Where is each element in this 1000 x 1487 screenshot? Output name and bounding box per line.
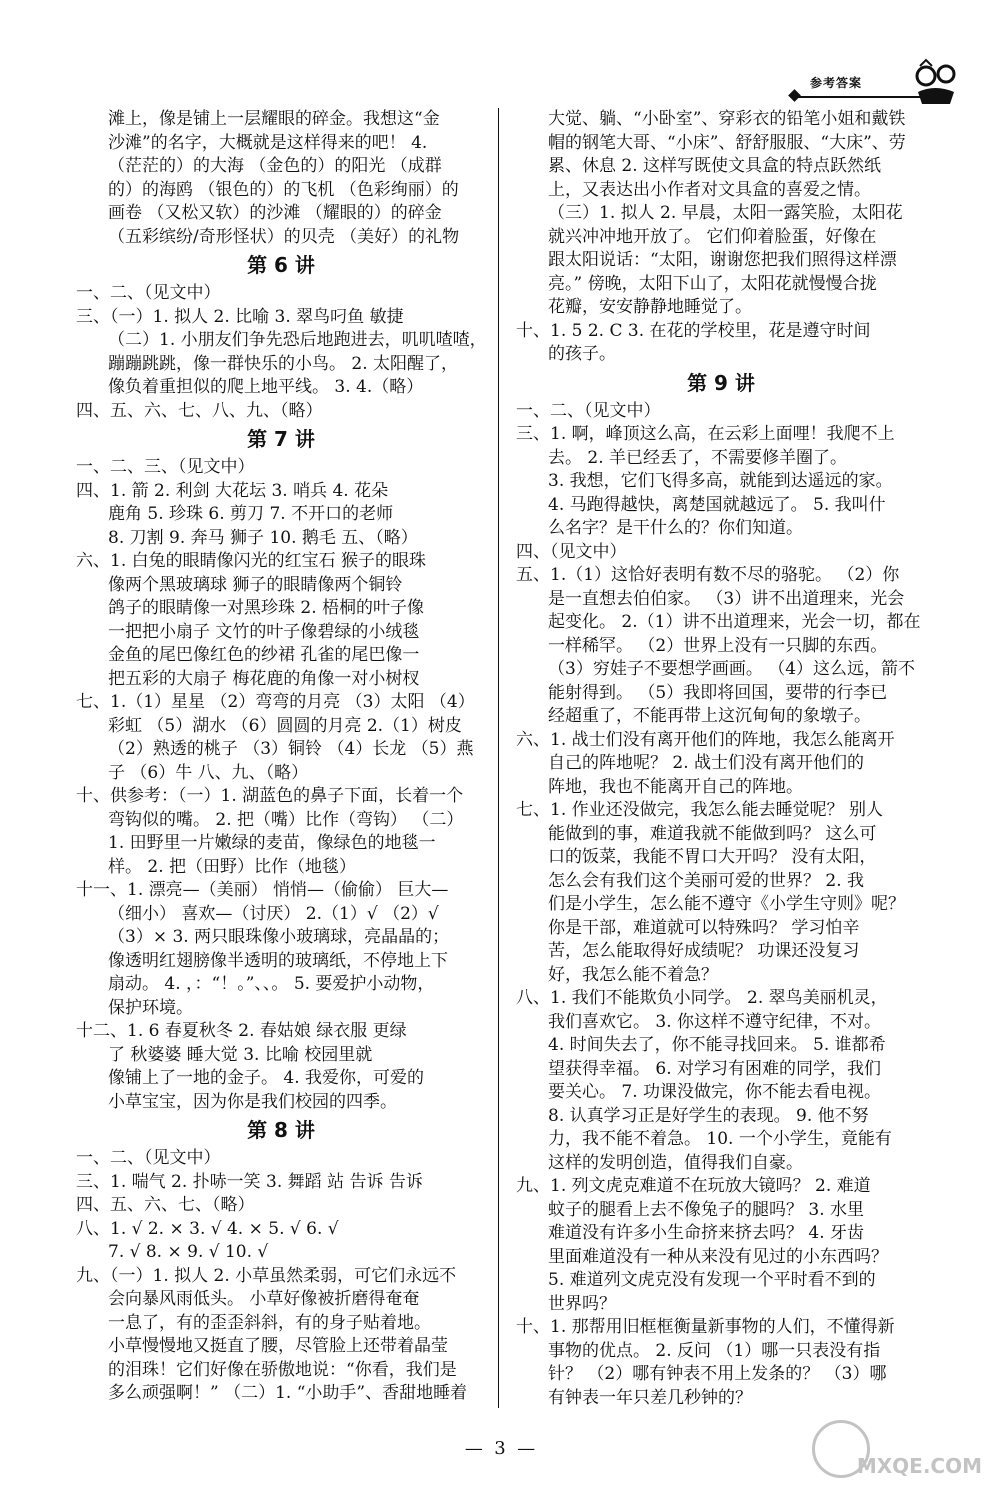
answer-line: 我们喜欢它。 3. 你这样不遵守纪律，不对。 [548, 1011, 882, 1032]
answer-line: （二）1. 小朋友们争先恐后地跑进去，叽叽喳喳， [108, 330, 487, 350]
answer-line: 八、1. 我们不能欺负小同学。 2. 翠鸟美丽机灵， [516, 988, 888, 1008]
answer-line: 1. 田野里一片嫩绿的麦苗，像绿色的地毯一 [108, 833, 436, 853]
section-heading: 第 8 讲 [247, 1118, 315, 1142]
answer-line: 画卷 （又松又软）的沙滩 （耀眼的）的碎金 [108, 203, 442, 223]
answer-line: 弯钩似的嘴。 2. 把（嘴）比作（弯钩） （二） [108, 809, 464, 830]
answer-line: 保护环境。 [108, 997, 193, 1018]
answer-line: 花瓣，安安静静地睡觉了。 [548, 297, 752, 317]
answer-line: 子 （6）牛 八、九、（略） [108, 762, 309, 783]
answer-line: 力，我不能不着急。 10. 一个小学生，竟能有 [548, 1129, 892, 1149]
answer-line: 像两个黑玻璃球 狮子的眼睛像两个铜铃 [108, 574, 403, 595]
answer-line: 一、二、（见文中） [76, 1148, 221, 1168]
answer-line: 针？ （2）哪有钟表不用上发条的？ （3）哪 [548, 1364, 887, 1384]
watermark-logo [812, 1420, 982, 1478]
answer-line: 三、（一）1. 拟人 2. 比喻 3. 翠鸟叼鱼 敏捷 [76, 306, 404, 327]
answer-line: 六、1. 白兔的眼睛像闪光的红宝石 猴子的眼珠 [76, 551, 427, 571]
answer-line: 一、二、（见文中） [76, 283, 221, 303]
answer-line: 就兴冲冲地开放了。 它们仰着脸蛋，好像在 [548, 226, 877, 247]
answer-line: 九、（一）1. 拟人 2. 小草虽然柔弱，可它们永远不 [76, 1265, 457, 1286]
answer-line: 一把把小扇子 文竹的叶子像碧绿的小绒毯 [108, 621, 420, 642]
answer-line: 扇动。 4. ，：“！。”、、。 5. 要爱护小动物， [108, 974, 435, 994]
section-heading: 第 9 讲 [687, 370, 755, 395]
answer-line: 苦，怎么能取得好成绩呢？ 功课还没复习 [548, 941, 860, 961]
answer-line: 鹿角 5. 珍珠 6. 剪刀 7. 不开口的老师 [108, 504, 394, 524]
page-number-value: 3 [494, 1438, 506, 1459]
answer-line: 像透明红翅膀像半透明的玻璃纸，不停地上下 [108, 950, 448, 971]
column-divider [498, 108, 499, 1408]
answer-line: 一样稀罕。 （2）世界上没有一只脚的东西。 [548, 635, 888, 656]
answer-line: 帽的钢笔大哥、“小床”、舒舒服服、“大床”、劳 [548, 132, 906, 153]
answer-line: 5. 难道列文虎克没有发现一个平时看不到的 [548, 1270, 876, 1290]
answer-line: 8. 刀割 9. 奔马 狮子 10. 鹅毛 五、（略） [108, 527, 418, 548]
answer-line: （细小） 喜欢—（讨厌） 2.（1）√ （2）√ [108, 903, 439, 924]
answer-line: 蚊子的腿看上去不像兔子的腿吗？ 3. 水里 [548, 1199, 865, 1220]
answer-line: 了 秋婆婆 睡大觉 3. 比喻 校园里就 [108, 1044, 373, 1065]
answer-line: 像负着重担似的爬上地平线。 3. 4.（略） [108, 377, 424, 397]
answer-line: 能做到的事，难道我就不能做到吗？ 这么可 [548, 823, 877, 844]
answer-line: 十一、1. 漂亮—（美丽） 悄悄—（偷偷） 巨大— [76, 880, 449, 900]
answer-line: 样。 2. 把（田野）比作（地毯） [108, 856, 357, 877]
answer-line: 一、二、三、（见文中） [76, 457, 255, 477]
answer-line: 九、1. 列文虎克难道不在玩放大镜吗？ 2. 难道 [516, 1176, 871, 1196]
answer-line: 沙滩”的名字，大概就是这样得来的吧！ 4. [108, 132, 428, 153]
section-heading: 第 7 讲 [247, 427, 315, 451]
answer-line: 把五彩的大扇子 梅花鹿的角像一对小树杈 [108, 668, 420, 689]
answer-line: 四、（见文中） [516, 541, 627, 562]
answer-line: 怎么会有我们这个美丽可爱的世界？ 2. 我 [548, 870, 865, 891]
answer-line: （3）穷娃子不要想学画画。 （4）这么远，箭不 [548, 659, 916, 679]
answer-line: 们是小学生，怎么能不遵守《小学生守则》呢？ [548, 894, 905, 914]
answer-line: 三、1. 喘气 2. 扑哧一笑 3. 舞蹈 站 告诉 告诉 [76, 1171, 423, 1192]
answer-line: 跟太阳说话：“太阳，谢谢您把我们照得这样漂 [548, 250, 897, 270]
answer-line: 好，我怎么能不着急？ [548, 964, 718, 985]
answer-line: 一、二、（见文中） [516, 400, 661, 421]
answer-line: 十、1. 5 2. C 3. 在花的学校里，花是遵守时间 [516, 320, 871, 341]
answer-line: 鸽子的眼睛像一对黑珍珠 2. 梧桐的叶子像 [108, 598, 425, 618]
right-column [516, 108, 926, 1410]
answer-line: 8. 认真学习正是好学生的表现。 9. 他不努 [548, 1105, 869, 1126]
answer-line: 世界吗？ [548, 1293, 616, 1314]
section-heading: 第 6 讲 [247, 253, 315, 277]
answer-line: 像铺上了一地的金子。 4. 我爱你，可爱的 [108, 1068, 425, 1088]
answer-line: （三）1. 拟人 2. 早晨，太阳一露笑脸，太阳花 [548, 203, 903, 223]
answer-line: （3）× 3. 两只眼珠像小玻璃球，亮晶晶的； [108, 927, 450, 947]
left-column [76, 108, 486, 1406]
answer-line: 上，又表达出小作者对文具盒的喜爱之情。 [548, 179, 871, 200]
answer-line: 的孩子。 [548, 344, 616, 364]
answer-line: 八、1. √ 2. × 3. √ 4. × 5. √ 6. √ [76, 1218, 339, 1239]
answer-line: 会向暴风雨低头。 小草好像被折磨得奄奄 [108, 1289, 420, 1309]
answer-line: 累、休息 2. 这样写既使文具盒的特点跃然纸 [548, 156, 882, 176]
answer-line: 事物的优点。 2. 反问 （1）哪一只表没有指 [548, 1340, 881, 1361]
answer-line: 3. 我想，它们飞得多高，就能到达遥远的家。 [548, 471, 893, 491]
watermark-text: MXQE.COM [856, 1454, 982, 1478]
answer-line: 起变化。 2.（1）讲不出道理来，光会一切，都在 [548, 612, 921, 632]
answer-line: 4. 时间失去了，你不能寻找回来。 5. 谁都希 [548, 1035, 886, 1055]
answer-line: 十二、1. 6 春夏秋冬 2. 春姑娘 绿衣服 更绿 [76, 1021, 407, 1041]
answer-line: 十、供参考：（一）1. 湖蓝色的鼻子下面，长着一个 [76, 786, 464, 806]
answer-line: （茫茫的）的大海 （金色的）的阳光 （成群 [108, 156, 442, 176]
answer-line: 大觉、躺、“小卧室”、穿彩衣的铅笔小姐和戴铁 [548, 109, 906, 129]
page-header [790, 58, 960, 108]
answer-line: 这样的发明创造，值得我们自豪。 [548, 1152, 803, 1173]
answer-line: 要关心。 7. 功课没做完，你不能去看电视。 [548, 1082, 882, 1102]
page-number: — 3 — [464, 1438, 536, 1459]
answer-line: 滩上，像是铺上一层耀眼的碎金。我想这“金 [108, 109, 440, 129]
header-title: 参考答案 [810, 76, 863, 90]
answer-line: 4. 马跑得越快，离楚国就越远了。 5. 我叫什 [548, 494, 886, 515]
answer-line: （五彩缤纷/奇形怪状）的贝壳 （美好）的礼物 [108, 226, 460, 247]
answer-line: 金鱼的尾巴像红色的纱裙 孔雀的尾巴像一 [108, 645, 420, 665]
answer-line: 四、五、六、七、八、九、（略） [76, 400, 323, 421]
answer-line: 么名字？是干什么的？你们知道。 [548, 518, 803, 538]
answer-line: （2）熟透的桃子 （3）铜铃 （4）长龙 （5）燕 [108, 739, 474, 759]
answer-line: 望获得幸福。 6. 对学习有困难的同学，我们 [548, 1058, 882, 1079]
answer-line: 里面难道没有一种从来没有见过的小东西吗？ [548, 1246, 888, 1267]
answer-line: 能射得到。 （5）我即将回国，要带的行李已 [548, 682, 888, 703]
answer-line: 七、1.（1）星星 （2）弯弯的月亮 （3）太阳 （4） [76, 692, 475, 712]
answer-line: 口的饭菜，我能不胃口大开吗？ 没有太阳， [548, 847, 877, 867]
answer-line: 去。 2. 羊已经丢了，不需要修羊圈了。 [548, 447, 848, 468]
answer-line: 六、1. 战士们没有离开他们的阵地，我怎么能离开 [516, 729, 895, 750]
answer-line: 难道没有许多小生命挤来挤去吗？ 4. 牙齿 [548, 1223, 865, 1243]
answer-line: 五、1.（1）这恰好表明有数不尽的骆驼。 （2）你 [516, 565, 900, 585]
answer-line: 7. √ 8. × 9. √ 10. √ [108, 1242, 269, 1262]
cartoon-figure-icon [910, 58, 960, 106]
answer-line: 亮。” 傍晚，太阳下山了，太阳花就慢慢合拢 [548, 273, 877, 294]
answer-line: 的）的海鸥 （银色的）的飞机 （色彩绚丽）的 [108, 179, 459, 200]
answer-line: 蹦蹦跳跳，像一群快乐的小鸟。 2. 太阳醒了， [108, 353, 459, 374]
answer-line: 一息了，有的歪歪斜斜，有的身子贴着地。 [108, 1312, 431, 1333]
answer-line: 彩虹 （5）湖水 （6）圆圆的月亮 2.（1）树皮 [108, 715, 462, 736]
answer-line: 四、五、六、七、（略） [76, 1195, 255, 1215]
answer-line: 你是干部，难道就可以特殊吗？ 学习怕辛 [548, 917, 860, 938]
answer-line: 十、1. 那帮用旧框框衡量新事物的人们，不懂得新 [516, 1317, 895, 1337]
answer-line: 自己的阵地呢？ 2. 战士们没有离开他们的 [548, 753, 865, 773]
answer-line: 三、1. 啊，峰顶这么高，在云彩上面哩！我爬不上 [516, 424, 895, 444]
answer-line: 小草宝宝，因为你是我们校园的四季。 [108, 1091, 397, 1112]
answer-line: 四、1. 箭 2. 利剑 大花坛 3. 哨兵 4. 花朵 [76, 480, 389, 501]
answer-line: 的泪珠！它们好像在骄傲地说：“你看，我们是 [108, 1359, 457, 1380]
answer-line: 七、1. 作业还没做完，我怎么能去睡觉呢？ 别人 [516, 800, 884, 820]
answer-line: 是一直想去伯伯家。 （3）讲不出道理来，光会 [548, 588, 905, 609]
answer-line: 阵地，我也不能离开自己的阵地。 [548, 776, 803, 797]
answer-line: 多么顽强啊！” （二）1. “小助手”、香甜地睡着 [108, 1383, 468, 1403]
answer-line: 小草慢慢地又挺直了腰，尽管脸上还带着晶莹 [108, 1336, 448, 1356]
answer-line: 经超重了，不能再带上这沉甸甸的象墩子。 [548, 706, 871, 726]
answer-line: 有钟表一年只差几秒钟的？ [548, 1387, 752, 1408]
